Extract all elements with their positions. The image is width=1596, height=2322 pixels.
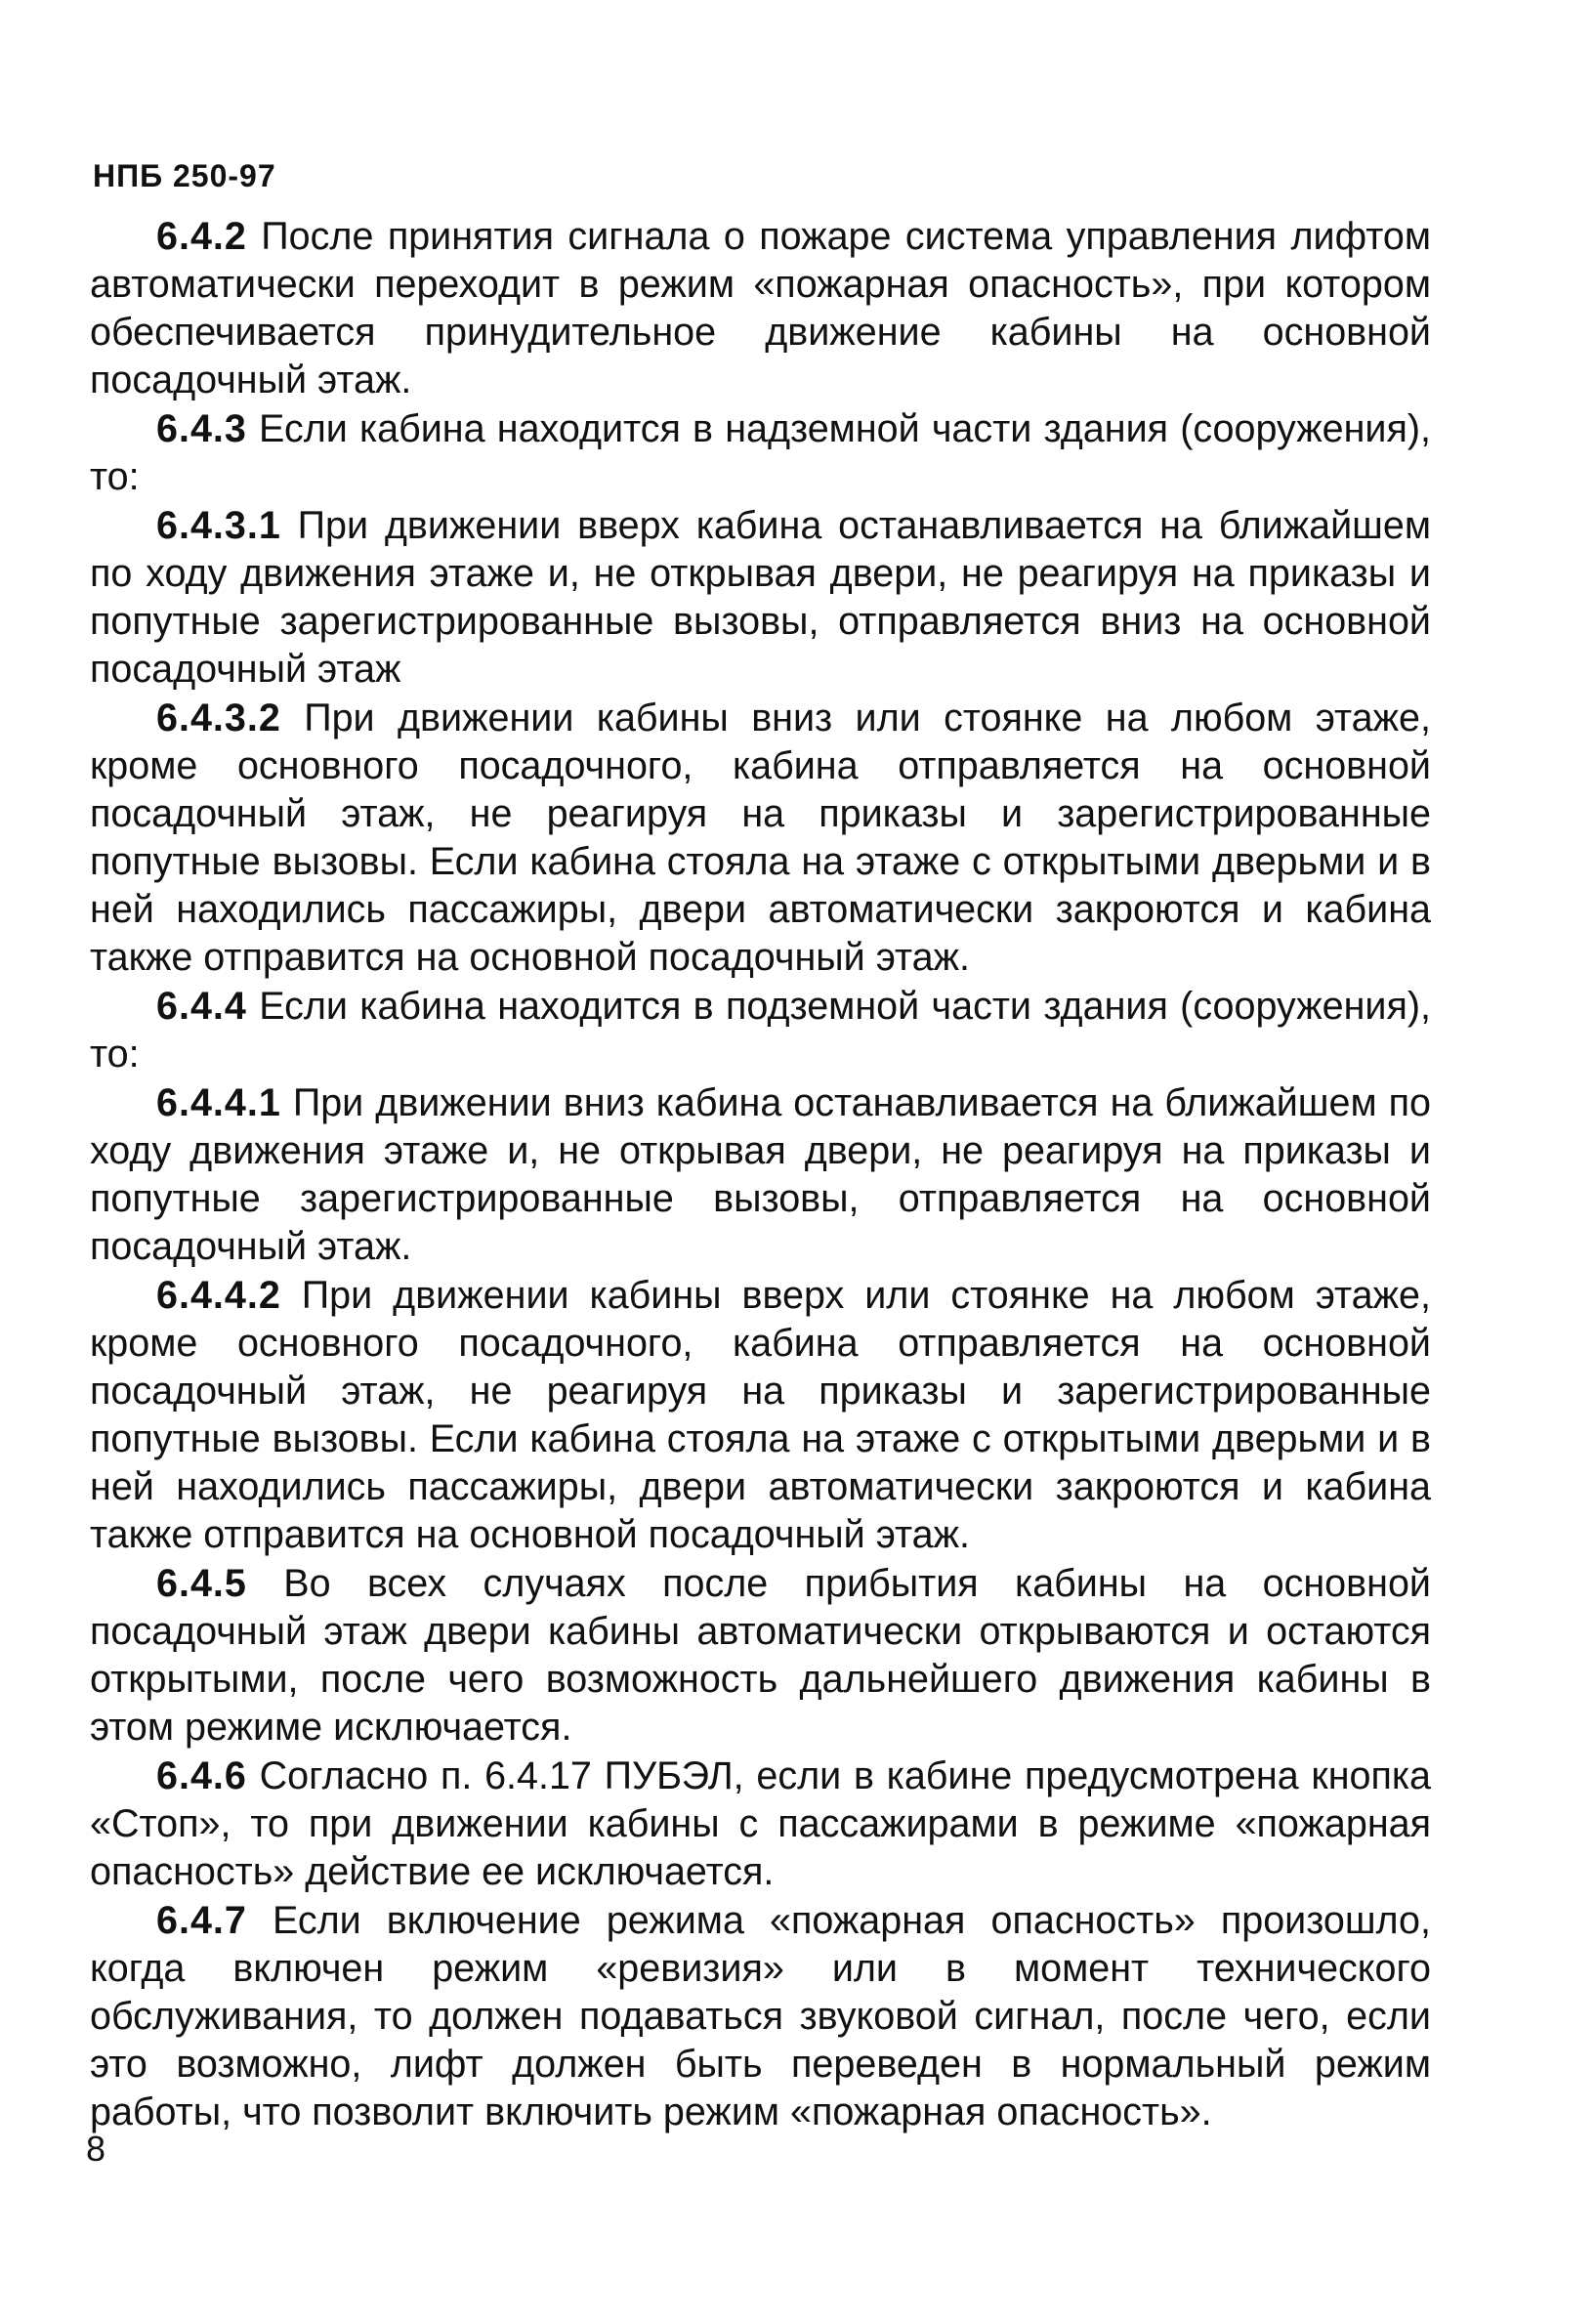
paragraph-6-4-4 bbox=[90, 983, 1431, 1078]
clause-number: 6.4.2 bbox=[156, 215, 247, 258]
clause-number: 6.4.4 bbox=[156, 985, 247, 1028]
clause-text: При движении кабины вниз или стоянке на любом этаже, кроме основного посадочного, кабина отправляется на основной посадочный этаж, не реагируя на приказы и зарегистрированные попутные вызовы. Если кабина стояла на этаже с открытыми дверьми и в ней находились пассажиры, двери автоматически закроются и кабина также отправится на основной посадочный этаж. bbox=[90, 697, 1431, 979]
clause-text: Если кабина находится в надземной части здания (сооружения), то: bbox=[90, 407, 1431, 498]
paragraph-6-4-3-2 bbox=[90, 695, 1431, 982]
clause-number: 6.4.3.1 bbox=[156, 504, 281, 547]
paragraph-6-4-6 bbox=[90, 1752, 1431, 1896]
clause-number: 6.4.3 bbox=[156, 407, 247, 450]
paragraph-6-4-5 bbox=[90, 1560, 1431, 1752]
clause-number: 6.4.4.2 bbox=[156, 1274, 281, 1317]
clause-text: Во всех случаях после прибытия кабины на основной посадочный этаж двери кабины автоматически открываются и остаются открытыми, после чего возможность дальнейшего движения кабины в этом режиме исключается. bbox=[90, 1562, 1431, 1749]
clause-text: Согласно п. 6.4.17 ПУБЭЛ, если в кабине предусмотрена кнопка «Стоп», то при движении кабины с пассажирами в режиме «пожарная опасность» действие ее исключается. bbox=[90, 1754, 1431, 1893]
document-code: НПБ 250-97 bbox=[93, 158, 276, 193]
clause-text: При движении вниз кабина останавливается на ближайшем по ходу движения этаже и, не открывая двери, не реагируя на приказы и попутные зарегистрированные вызовы, отправляется на основной посадочный этаж. bbox=[90, 1081, 1431, 1268]
clause-text: Если кабина находится в подземной части здания (сооружения), то: bbox=[90, 985, 1431, 1076]
clause-number: 6.4.5 bbox=[156, 1562, 247, 1605]
paragraph-6-4-4-2 bbox=[90, 1272, 1431, 1559]
clause-number: 6.4.4.1 bbox=[156, 1081, 281, 1124]
paragraph-6-4-7 bbox=[90, 1897, 1431, 2136]
paragraph-6-4-3-1 bbox=[90, 502, 1431, 694]
page-number: 8 bbox=[86, 2129, 106, 2169]
paragraph-6-4-4-1 bbox=[90, 1079, 1431, 1271]
clause-text: При движении кабины вверх или стоянке на любом этаже, кроме основного посадочного, кабина отправляется на основной посадочный этаж, не реагируя на приказы и зарегистрированные попутные вызовы. Если кабина стояла на этаже с открытыми дверьми и в ней находились пассажиры, двери автоматически закроются и кабина также отправится на основной посадочный этаж. bbox=[90, 1274, 1431, 1556]
clause-text: Если включение режима «пожарная опасность» произошло, когда включен режим «ревизия» или в момент технического обслуживания, то должен подаваться звуковой сигнал, после чего, если это возможно, лифт должен быть переведен в нормальный режим работы, что позволит включить режим «пожарная опасность». bbox=[90, 1899, 1431, 2133]
clause-text: При движении вверх кабина останавливается на ближайшем по ходу движения этаже и, не открывая двери, не реагируя на приказы и попутные зарегистрированные вызовы, отправляется вниз на основной посадочный этаж bbox=[90, 504, 1431, 691]
document-body bbox=[90, 213, 1431, 2137]
clause-text: После принятия сигнала о пожаре система управления лифтом автоматически переходит в режим «пожарная опасность», при котором обеспечивается принудительное движение кабины на основной посадочный этаж. bbox=[90, 215, 1431, 401]
clause-number: 6.4.3.2 bbox=[156, 697, 281, 739]
paragraph-6-4-3 bbox=[90, 405, 1431, 501]
clause-number: 6.4.6 bbox=[156, 1754, 247, 1797]
clause-number: 6.4.7 bbox=[156, 1899, 247, 1942]
paragraph-6-4-2 bbox=[90, 213, 1431, 404]
